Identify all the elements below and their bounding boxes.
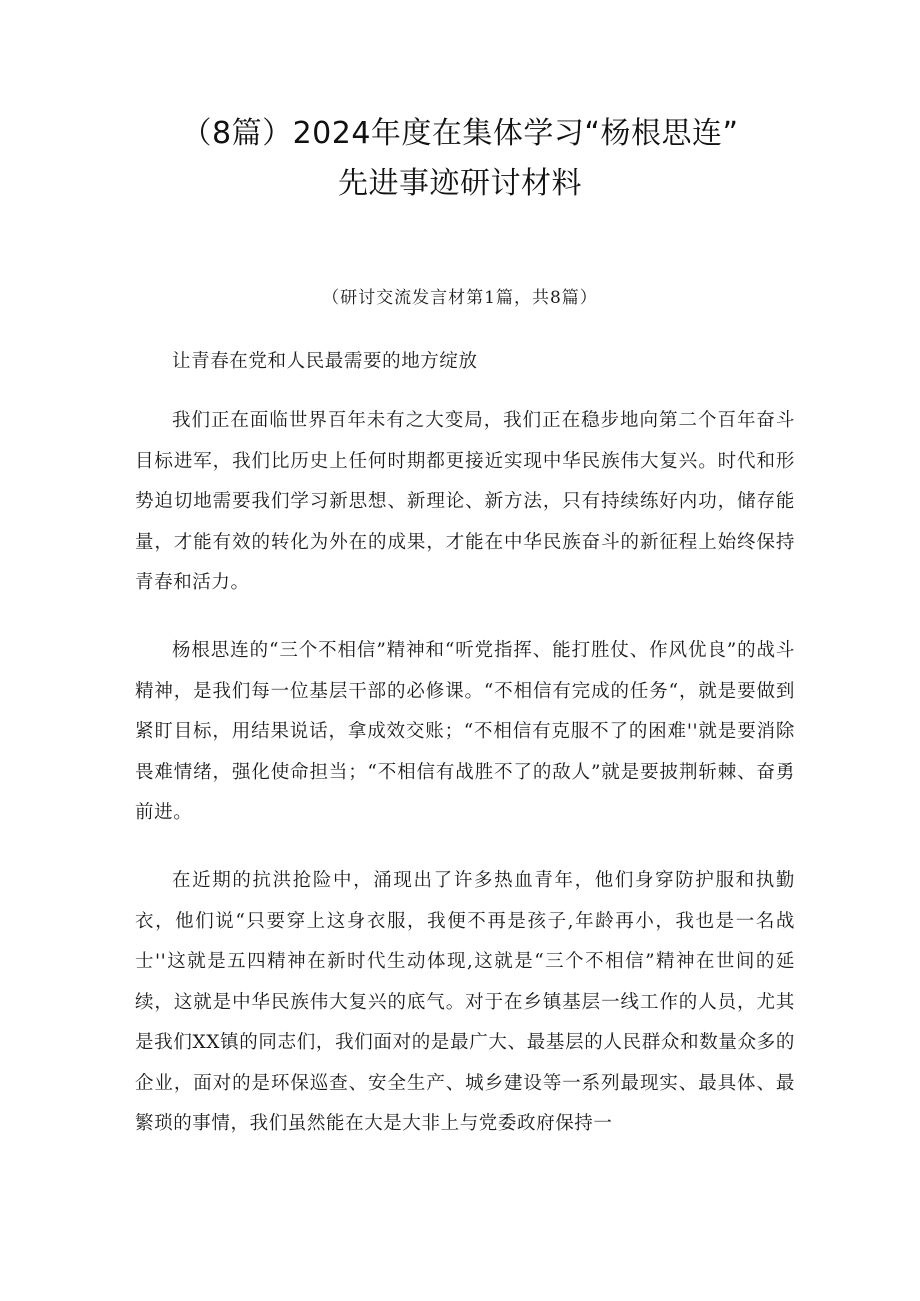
paragraph-2: 杨根思连的“三个不相信”精神和“听党指挥、能打胜仗、作风优良”的战斗精神，是我们每一位基层干部的必修课。“不相信有完成的任务“，就是要做到紧盯目标，用结果说话，拿成效交账；“不相信有克服不了的困难''就是要消除畏难情绪，强化使命担当；“不相信有战胜不了的敌人”就是要披荆斩棘、奋勇前进。 — [135, 640, 795, 823]
section-heading: 让青春在党和人民最需要的地方绽放 — [172, 351, 478, 372]
paragraph-3: 在近期的抗洪抢险中，涌现出了许多热血青年，他们身穿防护服和执勤衣，他们说“只要穿上这身衣服，我便不再是孩子,年龄再小，我也是一名战士''这就是五四精神在新时代生动体现,这就是“三个不相信”精神在世间的延续，这就是中华民族伟大复兴的底气。对于在乡镇基层一线工作的人员，尤其是我们XX镇的同志们，我们面对的是最广大、最基层的人民群众和数量众多的企业，面对的是环保巡查、安全生产、城乡建设等一系列最现实、最具体、最繁琐的事情，我们虽然能在大是大非上与党委政府保持一 — [135, 870, 795, 1134]
document-title-line-1: （8篇）2024年度在集体学习“杨根思连” — [181, 116, 739, 151]
paragraph-1: 我们正在面临世界百年未有之大变局，我们正在稳步地向第二个百年奋斗目标进军，我们比历史上任何时期都更接近实现中华民族伟大复兴。时代和形势迫切地需要我们学习新思想、新理论、新方法，只有持续练好内功，储存能量，才能有效的转化为外在的成果，才能在中华民族奋斗的新征程上始终保持青春和活力。 — [135, 410, 795, 593]
document-subtitle: （研讨交流发言材第1篇，共8篇） — [322, 288, 598, 308]
document-title-line-2: 先进事迹研讨材料 — [338, 166, 582, 201]
